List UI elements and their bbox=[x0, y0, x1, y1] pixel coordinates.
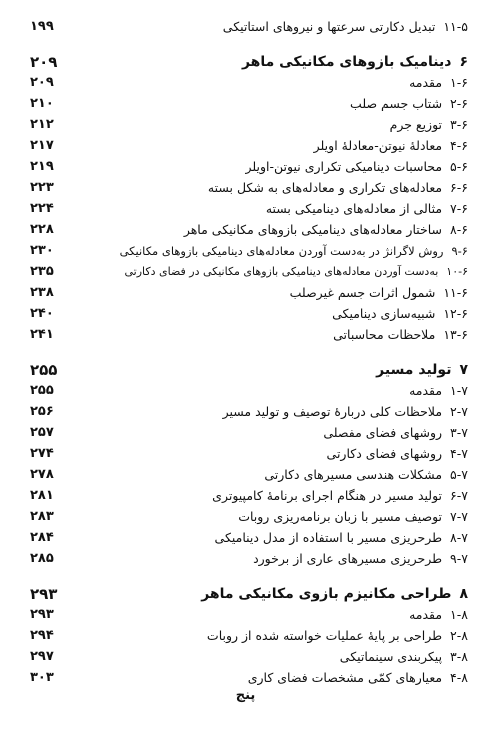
chapter-heading-7 bbox=[30, 359, 468, 381]
section-number: ۴-۶ bbox=[450, 138, 468, 153]
section-number: ۴-۷ bbox=[450, 446, 468, 461]
toc-entry-7-9 bbox=[30, 548, 468, 570]
page-number: ۲۸۵ bbox=[30, 551, 54, 566]
chapter-number: ۷ bbox=[459, 362, 468, 378]
chapter-number: ۸ bbox=[459, 586, 468, 602]
section-title: توصیف مسیر با زبان برنامه‌ریزی روبات bbox=[238, 509, 443, 524]
section-title: تولید مسیر در هنگام اجرای برنامهٔ کامپیوتری bbox=[212, 488, 443, 503]
section-number: ۵-۷ bbox=[450, 467, 468, 482]
page-number: ۲۵۵ bbox=[30, 383, 54, 398]
toc-entry-7-8 bbox=[30, 527, 468, 549]
section-number: ۱-۶ bbox=[450, 75, 468, 90]
toc-entry-7-5 bbox=[30, 464, 468, 486]
section-number: ۱۳-۶ bbox=[443, 327, 468, 342]
page-number: ۲۰۹ bbox=[30, 53, 58, 71]
section-number: ۳-۶ bbox=[450, 117, 468, 132]
page-number: ۲۰۹ bbox=[30, 75, 54, 90]
page-number: ۲۵۷ bbox=[30, 425, 54, 440]
section-number: ۹-۶ bbox=[451, 244, 468, 258]
page-number: ۲۱۹ bbox=[30, 159, 54, 174]
chapter-heading-8 bbox=[30, 583, 468, 605]
section-number: ۵-۶ bbox=[450, 159, 468, 174]
section-title: طرحریزی مسیر با استفاده از مدل دینامیکی bbox=[214, 530, 443, 545]
section-title: شمول اثرات جسم غیرصلب bbox=[289, 285, 436, 300]
page-number: ۲۸۳ bbox=[30, 509, 54, 524]
page-number: ۲۳۵ bbox=[30, 264, 54, 279]
section-title: مقدمه bbox=[409, 75, 443, 90]
section-number: ۳-۷ bbox=[450, 425, 468, 440]
toc-entry-6-3 bbox=[30, 114, 468, 136]
toc-entry-6-7 bbox=[30, 198, 468, 220]
page-number: ۲۸۱ bbox=[30, 488, 54, 503]
page-number: ۲۹۴ bbox=[30, 628, 54, 643]
page-number: ۲۱۲ bbox=[30, 117, 54, 132]
section-title: معیارهای کمّی مشخصات فضای کاری bbox=[247, 670, 443, 685]
section-title: طرحریزی مسیرهای عاری از برخورد bbox=[253, 551, 443, 566]
toc-entry-6-8 bbox=[30, 219, 468, 241]
toc-entry-6-4 bbox=[30, 135, 468, 157]
toc-entry-6-9 bbox=[30, 240, 468, 262]
section-number: ۱۲-۶ bbox=[443, 306, 468, 321]
section-title: ملاحظات کلی دربارهٔ توصیف و تولید مسیر bbox=[222, 404, 443, 419]
section-number: ۲-۶ bbox=[450, 96, 468, 111]
toc-entry-8-4 bbox=[30, 667, 468, 689]
section-title: پیکربندی سینماتیکی bbox=[339, 649, 443, 664]
toc-entry-7-6 bbox=[30, 485, 468, 507]
toc-entry-6-13 bbox=[30, 324, 468, 346]
section-number: ۷-۶ bbox=[450, 201, 468, 216]
toc-entry-6-1 bbox=[30, 72, 468, 94]
page-number: ۲۹۳ bbox=[30, 585, 58, 603]
section-number: ۱۱-۵ bbox=[443, 19, 468, 34]
toc-entry-6-12 bbox=[30, 303, 468, 325]
section-title: تبدیل دکارتی سرعتها و نیروهای استاتیکی bbox=[222, 19, 436, 34]
toc-entry-6-6 bbox=[30, 177, 468, 199]
section-title: مثالی از معادله‌های دینامیکی بسته bbox=[265, 201, 443, 216]
toc-entry-7-3 bbox=[30, 422, 468, 444]
page-number: ۱۹۹ bbox=[30, 19, 54, 34]
toc-entry-8-3 bbox=[30, 646, 468, 668]
page-number: ۲۱۰ bbox=[30, 96, 54, 111]
toc-entry-6-2 bbox=[30, 93, 468, 115]
section-number: ۱۱-۶ bbox=[443, 285, 468, 300]
section-title: روش لاگرانژ در به‌دست آوردن معادله‌های دینامیکی بازوهای مکانیکی bbox=[119, 244, 444, 258]
page-number: ۲۹۳ bbox=[30, 607, 54, 622]
page-number: ۲۱۷ bbox=[30, 138, 54, 153]
section-number: ۸-۷ bbox=[450, 530, 468, 545]
section-title: روشهای فضای دکارتی bbox=[326, 446, 443, 461]
section-number: ۱۰-۶ bbox=[446, 265, 468, 278]
toc-entry-7-7 bbox=[30, 506, 468, 528]
section-number: ۳-۸ bbox=[450, 649, 468, 664]
section-number: ۱-۷ bbox=[450, 383, 468, 398]
page-number: ۲۴۱ bbox=[30, 327, 54, 342]
chapter-number: ۶ bbox=[459, 54, 468, 70]
section-number: ۲-۷ bbox=[450, 404, 468, 419]
page-number: ۲۴۰ bbox=[30, 306, 54, 321]
section-title: طراحی بر پایهٔ عملیات خواسته شده از روبات bbox=[206, 628, 443, 643]
toc-entry-8-2 bbox=[30, 625, 468, 647]
toc-entry-7-4 bbox=[30, 443, 468, 465]
page-number: ۳۰۳ bbox=[30, 670, 54, 685]
toc-entry-6-11 bbox=[30, 282, 468, 304]
section-title: به‌دست آوردن معادله‌های دینامیکی بازوهای مکانیکی در فضای دکارتی bbox=[124, 265, 439, 278]
page-number: ۲۸۴ bbox=[30, 530, 54, 545]
toc-entry-7-2 bbox=[30, 401, 468, 423]
section-title: شتاب جسم صلب bbox=[350, 96, 443, 111]
section-title: توزیع جرم bbox=[389, 117, 443, 132]
section-number: ۶-۷ bbox=[450, 488, 468, 503]
section-number: ۷-۷ bbox=[450, 509, 468, 524]
section-title: مقدمه bbox=[409, 383, 443, 398]
page-number: ۲۹۷ bbox=[30, 649, 54, 664]
toc-entry-7-1 bbox=[30, 380, 468, 402]
chapter-title: تولید مسیر bbox=[376, 362, 452, 378]
section-title: ملاحظات محاسباتی bbox=[333, 327, 436, 342]
chapter-heading-6 bbox=[30, 51, 468, 73]
section-title: محاسبات دینامیکی تکراری نیوتن-اویلر bbox=[245, 159, 443, 174]
chapter-title: دینامیک بازوهای مکانیکی ماهر bbox=[241, 54, 452, 70]
section-number: ۶-۶ bbox=[450, 180, 468, 195]
section-title: معادلهٔ نیوتن-معادلهٔ اویلر bbox=[313, 138, 443, 153]
section-number: ۱-۸ bbox=[450, 607, 468, 622]
section-title: روشهای فضای مفصلی bbox=[323, 425, 443, 440]
section-title: مقدمه bbox=[409, 607, 443, 622]
page-number: ۲۲۴ bbox=[30, 201, 54, 216]
section-number: ۲-۸ bbox=[450, 628, 468, 643]
toc-entry-6-10 bbox=[30, 261, 468, 283]
section-title: معادله‌های تکراری و معادله‌های به شکل بسته bbox=[207, 180, 443, 195]
section-title: شبیه‌سازی دینامیکی bbox=[332, 306, 436, 321]
page-number: ۲۳۸ bbox=[30, 285, 54, 300]
section-title: مشکلات هندسی مسیرهای دکارتی bbox=[264, 467, 443, 482]
toc-entry-6-5 bbox=[30, 156, 468, 178]
section-number: ۴-۸ bbox=[450, 670, 468, 685]
chapter-title: طراحی مکانیزم بازوی مکانیکی ماهر bbox=[201, 586, 452, 602]
section-title: ساختار معادله‌های دینامیکی بازوهای مکانیکی ماهر bbox=[183, 222, 443, 237]
toc-entry-5-11 bbox=[30, 16, 468, 38]
page-number: ۲۷۸ bbox=[30, 467, 54, 482]
page-footer-number: پنج bbox=[235, 688, 256, 703]
page-number: ۲۲۳ bbox=[30, 180, 54, 195]
section-number: ۹-۷ bbox=[450, 551, 468, 566]
section-number: ۸-۶ bbox=[450, 222, 468, 237]
page-number: ۲۲۸ bbox=[30, 222, 54, 237]
toc-entry-8-1 bbox=[30, 604, 468, 626]
page-number: ۲۷۴ bbox=[30, 446, 54, 461]
page-number: ۲۳۰ bbox=[30, 243, 54, 258]
page-number: ۲۵۶ bbox=[30, 404, 54, 419]
page-number: ۲۵۵ bbox=[30, 361, 58, 379]
